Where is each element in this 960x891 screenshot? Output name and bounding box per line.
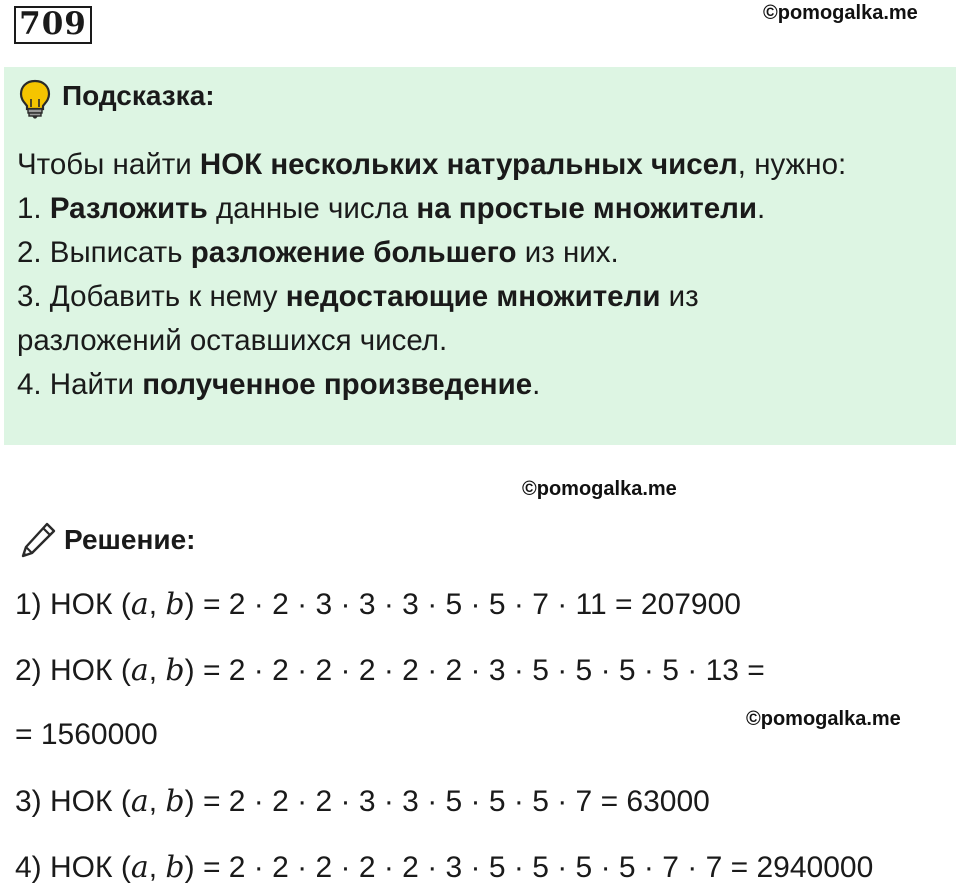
bold-text: разложение большего bbox=[190, 236, 517, 269]
variable-a: a bbox=[130, 653, 149, 688]
text-segment: из bbox=[660, 280, 699, 313]
lcm-label: НОК ( bbox=[50, 654, 131, 687]
line-number: 3) bbox=[15, 785, 51, 818]
watermark-bottom: ©pomogalka.me bbox=[746, 708, 901, 730]
lcm-label: НОК ( bbox=[50, 851, 131, 884]
hint-step-2 bbox=[17, 231, 946, 275]
lcm-label: НОК ( bbox=[50, 588, 131, 621]
line-number: 4) bbox=[15, 851, 51, 884]
hint-step-3-continued bbox=[17, 319, 946, 363]
text-segment: 3. Добавить к нему bbox=[17, 280, 286, 313]
variable-b: b bbox=[165, 784, 185, 819]
bold-text: на простые множители bbox=[416, 192, 757, 225]
watermark-top: ©pomogalka.me bbox=[763, 2, 918, 24]
close-paren: ) bbox=[184, 851, 203, 884]
hint-body bbox=[17, 143, 946, 407]
comma: , bbox=[148, 785, 166, 818]
comma: , bbox=[148, 851, 166, 884]
close-paren: ) bbox=[184, 654, 203, 687]
text-segment: 4. Найти bbox=[17, 368, 143, 401]
hint-step-4 bbox=[17, 363, 946, 407]
solution-title: Решение: bbox=[64, 524, 196, 555]
variable-a: a bbox=[130, 784, 149, 819]
watermark-middle: ©pomogalka.me bbox=[522, 478, 677, 500]
line-number: 2) bbox=[15, 654, 51, 687]
expression: = 2 · 2 · 2 · 2 · 2 · 3 · 5 · 5 · 5 · 5 · 7 · 7 = 2940000 bbox=[202, 851, 874, 884]
variable-a: a bbox=[130, 850, 149, 885]
text-segment: из них. bbox=[516, 236, 619, 269]
hint-box bbox=[4, 67, 956, 445]
bold-text: полученное произведение bbox=[142, 368, 533, 401]
lcm-label: НОК ( bbox=[50, 785, 131, 818]
close-paren: ) bbox=[184, 588, 203, 621]
text-segment: . bbox=[756, 192, 766, 225]
hint-title: Подсказка: bbox=[62, 80, 215, 111]
solution-line-2 bbox=[15, 653, 765, 688]
comma: , bbox=[148, 588, 166, 621]
hint-step-3 bbox=[17, 275, 946, 319]
hint-intro bbox=[17, 143, 946, 187]
solution-line-3 bbox=[15, 784, 710, 819]
bold-text: НОК нескольких натуральных чисел bbox=[199, 148, 738, 181]
solution-line-2-result: = 1560000 bbox=[15, 718, 158, 751]
text-segment: данные числа bbox=[207, 192, 417, 225]
hint-step-1 bbox=[17, 187, 946, 231]
comma: , bbox=[148, 654, 166, 687]
variable-b: b bbox=[165, 653, 185, 688]
solution-line-4 bbox=[15, 850, 873, 885]
expression: = 2 · 2 · 2 · 2 · 2 · 2 · 3 · 5 · 5 · 5 · 5 · 13 = bbox=[202, 654, 765, 687]
variable-a: a bbox=[130, 587, 149, 622]
variable-b: b bbox=[165, 587, 185, 622]
text-segment: , нужно: bbox=[737, 148, 847, 181]
lightbulb-icon bbox=[18, 79, 52, 119]
text-segment: . bbox=[532, 368, 541, 401]
bold-text: Разложить bbox=[49, 192, 208, 225]
text-segment: разложений оставшихся чисел. bbox=[17, 324, 448, 357]
text-segment: 2. Выписать bbox=[17, 236, 191, 269]
solution-line-1 bbox=[15, 587, 741, 622]
variable-b: b bbox=[165, 850, 185, 885]
pencil-icon bbox=[18, 520, 58, 560]
expression: = 2 · 2 · 3 · 3 · 3 · 5 · 5 · 7 · 11 = 207900 bbox=[202, 588, 741, 621]
expression: = 2 · 2 · 2 · 3 · 3 · 5 · 5 · 5 · 7 = 63000 bbox=[202, 785, 710, 818]
close-paren: ) bbox=[184, 785, 203, 818]
problem-number: 709 bbox=[14, 6, 92, 44]
bold-text: недостающие множители bbox=[285, 280, 661, 313]
text-segment: 1. bbox=[17, 192, 50, 225]
text-segment: Чтобы найти bbox=[17, 148, 200, 181]
line-number: 1) bbox=[15, 588, 51, 621]
